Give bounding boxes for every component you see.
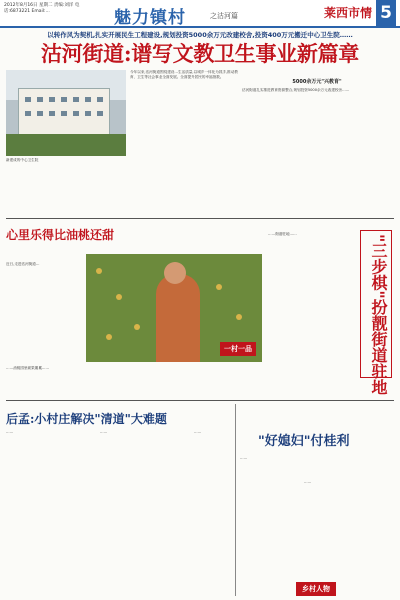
good-daughter-in-law-headline: "好媳妇"付桂利 [258, 434, 350, 449]
houmeng-column-2: …… [100, 430, 108, 434]
lead-column-a: 今年以来,沽河街道围绕建设…生活质量,以城乡一体化为抓手,推动教育、卫生等社会事业全面发展。全面提升居民的幸福指数。 [130, 70, 238, 80]
page-subtitle: 之沽河篇 [210, 12, 238, 20]
divider [6, 218, 394, 219]
page-title: 魅力镇村 [114, 8, 186, 28]
daughter-in-law-side-text: …… [304, 480, 312, 484]
houmeng-column-1: …… [6, 430, 14, 434]
column-divider [235, 404, 236, 596]
lead-headline: 沽河街道:谱写文教卫生事业新篇章 [41, 41, 359, 66]
peach-orchard-photo [86, 254, 262, 362]
divider [6, 400, 394, 401]
houmeng-headline: 后孟:小村庄解决"清道"大难题 [6, 412, 167, 426]
page-number: 5 [376, 0, 396, 26]
feature-title: "三步棋"扮靓街道驻地 [369, 234, 388, 395]
hospital-photo [6, 70, 126, 156]
daughter-in-law-column: …… [240, 456, 248, 460]
lead-kicker: 以转作风为契机,扎实开展民生工程建设,规划投资5000余万元改建校舍,投资400万元搬迁中心卫生院…… [47, 31, 353, 39]
peach-headline: 心里乐得比油桃还甜 [6, 228, 115, 242]
section-name: 莱西市情 [323, 6, 372, 20]
peach-column-bottom: ……油桃园里硕果累累…… [6, 366, 50, 370]
one-village-one-product-badge: 一村一品 [220, 342, 256, 356]
lead-subheading: 5000余万元"兴教育" [292, 79, 342, 85]
rural-people-tag: 乡村人物 [296, 582, 336, 596]
photo-caption: 新建成的中心卫生院 [6, 158, 39, 162]
masthead [0, 0, 400, 28]
peach-column-left: 近日,走进沽河街道… [6, 262, 40, 266]
houmeng-column-3: …… [194, 430, 202, 434]
issue-date: 2012年8月16日 星期二 责编:刘洋 电话:6873221 Email:... [4, 3, 80, 14]
feature-text: ……街道驻地…… [268, 232, 297, 236]
lead-column-b: 沽河街道扎实推进教育资源整合,规划投资5000余万元改建校舍…… [242, 88, 350, 92]
